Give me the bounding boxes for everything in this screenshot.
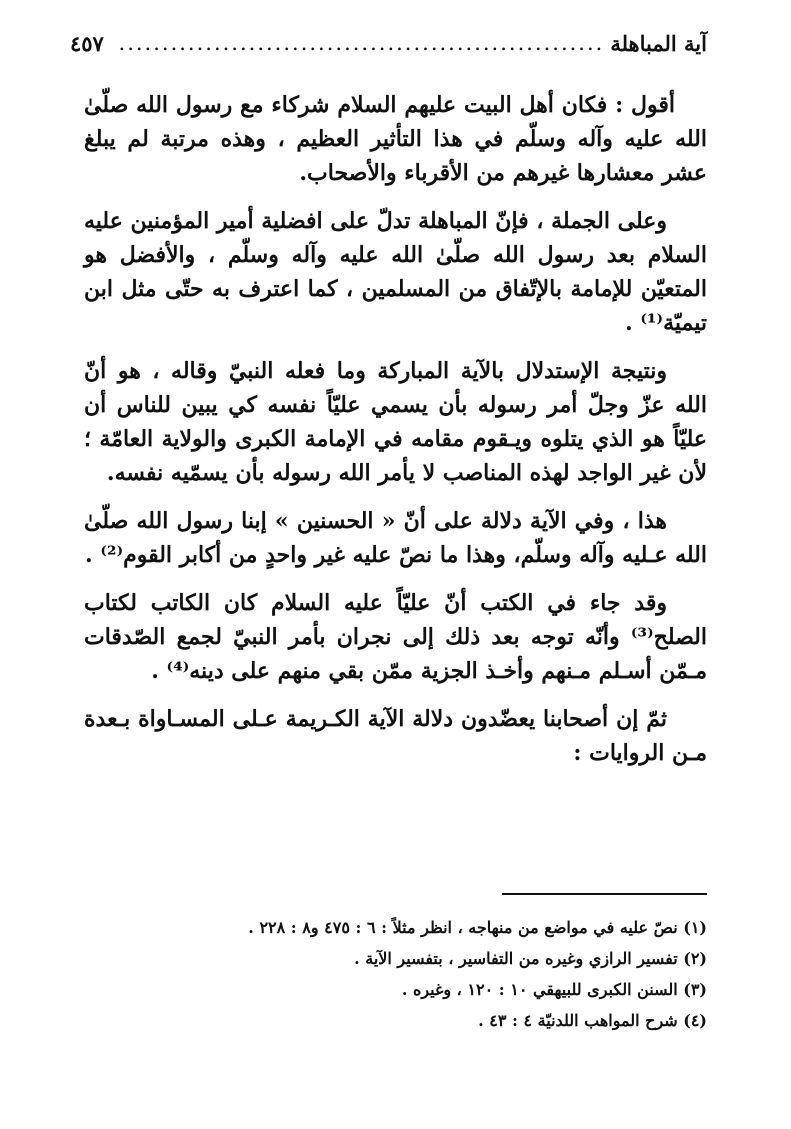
footnote-separator [502, 893, 707, 895]
paragraph-2: وعلى الجملة ، فإنّ المباهلة تدلّ على افضلية أمير المؤمنين عليه السلام بعد رسول الله صلّىٰ الله عليه وآله وسلّم ، والأفضل هو المتعيّن للإمامة بالإتّفاق من المسلمين ، كما اعترف به حتّى مثل ابن تيميّة⁽¹⁾ . [84, 208, 707, 336]
footnote-1: (١) نصّ عليه في مواضع من منهاجه ، انظر مثلاً : ٦ : ٤٧٥ و٨ : ٢٢٨ . [248, 918, 707, 937]
main-text [84, 88, 707, 784]
page-number: ٤٥٧ [70, 30, 104, 56]
footnotes [84, 912, 707, 1036]
paragraph-5: وقد جاء في الكتب أنّ عليّاً عليه السلام كان الكاتب لكتاب الصلح⁽³⁾ وأنّه توجه بعد ذلك إلى نجران بأمر النبيّ لجمع الصّدقات مـمّن أسـلم مـنهم وأخـذ الجزية ممّن بقي منهم على دينه⁽⁴⁾ . [84, 590, 707, 684]
chapter-title: آية المباهلة [610, 30, 707, 56]
paragraph-4: هذا ، وفي الآية دلالة على أنّ « الحسنين » إبنا رسول الله صلّىٰ الله عـليه وآله وسلّم، وهذا ما نصّ عليه غير واحدٍ من أكابر القوم⁽²⁾ . [84, 508, 707, 568]
header-leader-dots: ........................................................ [118, 31, 605, 55]
paragraph-3: ونتيجة الإستدلال بالآية المباركة وما فعله النبيّ وقاله ، هو أنّ الله عزّ وجلّ أمر رسوله بأن يسمي عليّاً نفسه كي يبين للناس أن عليّاً هو الذي يتلوه ويـقوم مقامه في الإمامة الكبرى والولاية العامّة ؛ لأن غير الواجد لهذه المناصب لا يأمر الله رسوله بأن يسمّيه نفسه. [84, 358, 707, 486]
footnote-4: (٤) شرح المواهب اللدنيّة ٤ : ٤٣ . [478, 1011, 707, 1030]
paragraph-1: أقول : فكان أهل البيت عليهم السلام شركاء مع رسول الله صلّىٰ الله عليه وآله وسلّم في هذا التأثير العظيم ، وهذه مرتبة لم يبلغ عشر معشارها غيرهم من الأقرباء والأصحاب. [84, 92, 707, 186]
footnote-3: (٣) السنن الكبرى للبيهقي ١٠ : ١٢٠ ، وغيره . [401, 980, 707, 999]
paragraph-6: ثمّ إن أصحابنا يعضّدون دلالة الآية الكـريمة عـلى المسـاواة بـعدة مـن الروايات : [84, 706, 707, 766]
footnote-2: (٢) تفسير الرازي وغيره من التفاسير ، بتفسير الآية . [354, 949, 707, 968]
running-header [70, 26, 707, 60]
